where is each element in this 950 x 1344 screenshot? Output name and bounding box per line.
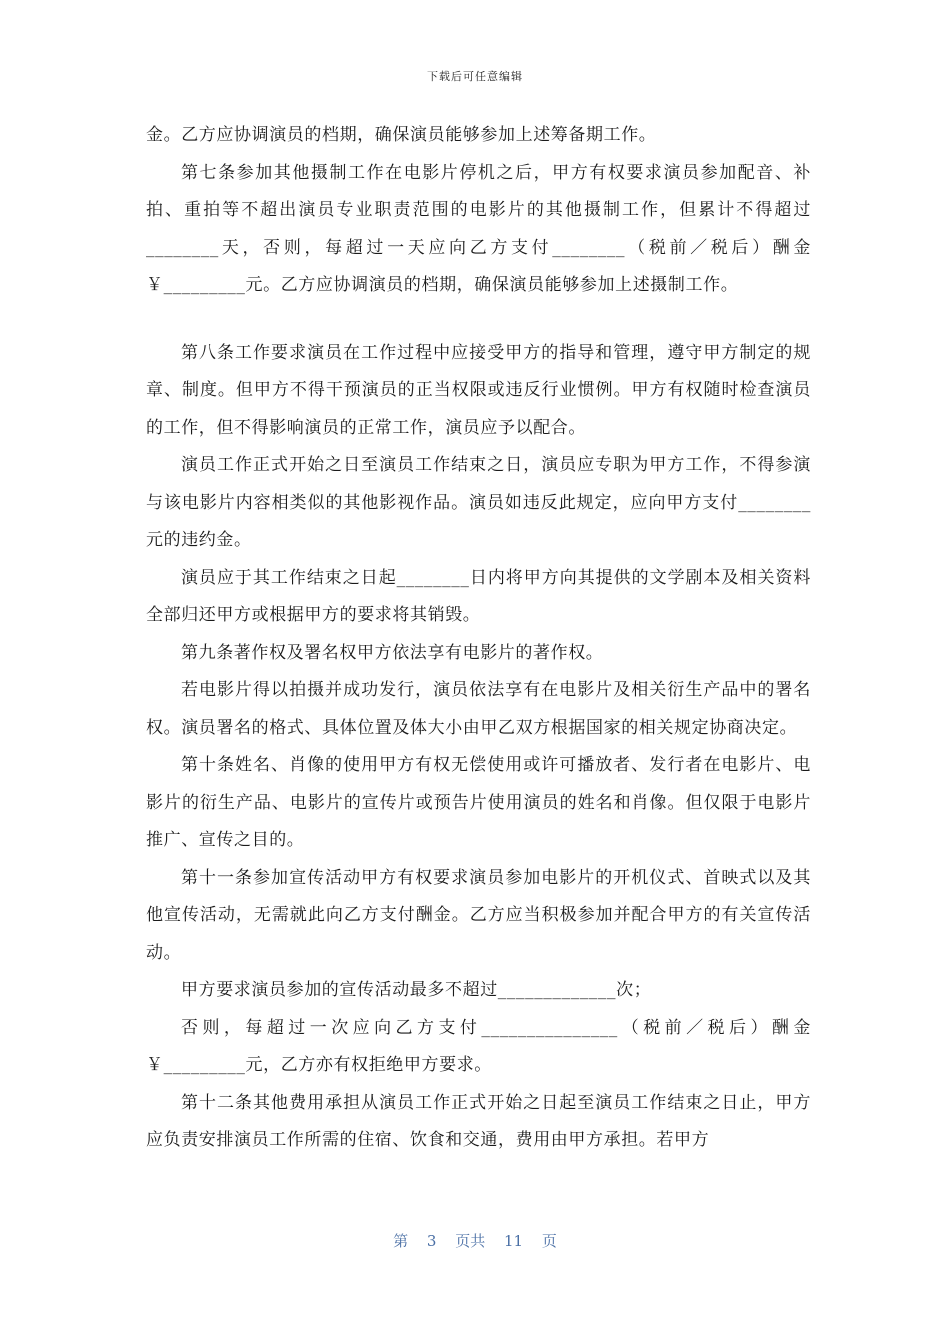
paragraph: 第八条工作要求演员在工作过程中应接受甲方的指导和管理，遵守甲方制定的规章、制度。但甲方不得干预演员的正当权限或违反行业惯例。甲方有权随时检查演员的工作，但不得影响演员的正常工作，演员应予以配合。	[146, 342, 811, 438]
paragraph: 若电影片得以拍摄并成功发行，演员依法享有在电影片及相关衍生产品中的署名权。演员署名的格式、具体位置及体大小由甲乙双方根据国家的相关规定协商决定。	[146, 680, 811, 738]
paragraph: 否则，每超过一次应向乙方支付_______________（税前／税后）酬金￥_________元，乙方亦有权拒绝甲方要求。	[146, 1017, 811, 1075]
paragraph: 第十一条参加宣传活动甲方有权要求演员参加电影片的开机仪式、首映式以及其他宣传活动，无需就此向乙方支付酬金。乙方应当积极参加并配合甲方的有关宣传活动。	[146, 867, 811, 963]
document-body	[146, 117, 811, 1160]
paragraph: 第十条姓名、肖像的使用甲方有权无偿使用或许可播放者、发行者在电影片、电影片的衍生产品、电影片的宣传片或预告片使用演员的姓名和肖像。但仅限于电影片推广、宣传之目的。	[146, 755, 811, 850]
paragraph: 演员工作正式开始之日至演员工作结束之日，演员应专职为甲方工作，不得参演与该电影片内容相类似的其他影视作品。演员如违反此规定，应向甲方支付________元的违约金。	[146, 455, 811, 550]
paragraph: 第九条著作权及署名权甲方依法享有电影片的著作权。	[181, 642, 604, 663]
paragraph: 第七条参加其他摄制工作在电影片停机之后，甲方有权要求演员参加配音、补拍、重拍等不超出演员专业职责范围的电影片的其他摄制工作，但累计不得超过________天，否则，每超过一天应向乙方支付________（税前／税后）酬金￥_________元。乙方应协调演员的档期，确保演员能够参加上述摄制工作。	[146, 162, 811, 295]
page-footer: 第 3 页共 11 页	[393, 1232, 557, 1250]
paragraph: 金。乙方应协调演员的档期，确保演员能够参加上述筹备期工作。	[146, 125, 657, 145]
page-header: 下载后可任意编辑	[427, 70, 523, 83]
paragraph: 第十二条其他费用承担从演员工作正式开始之日起至演员工作结束之日止，甲方应负责安排演员工作所需的住宿、饮食和交通，费用由甲方承担。若甲方	[146, 1092, 811, 1150]
paragraph: 演员应于其工作结束之日起________日内将甲方向其提供的文学剧本及相关资料全部归还甲方或根据甲方的要求将其销毁。	[146, 567, 811, 625]
paragraph: 甲方要求演员参加的宣传活动最多不超过_____________次；	[181, 980, 652, 1000]
